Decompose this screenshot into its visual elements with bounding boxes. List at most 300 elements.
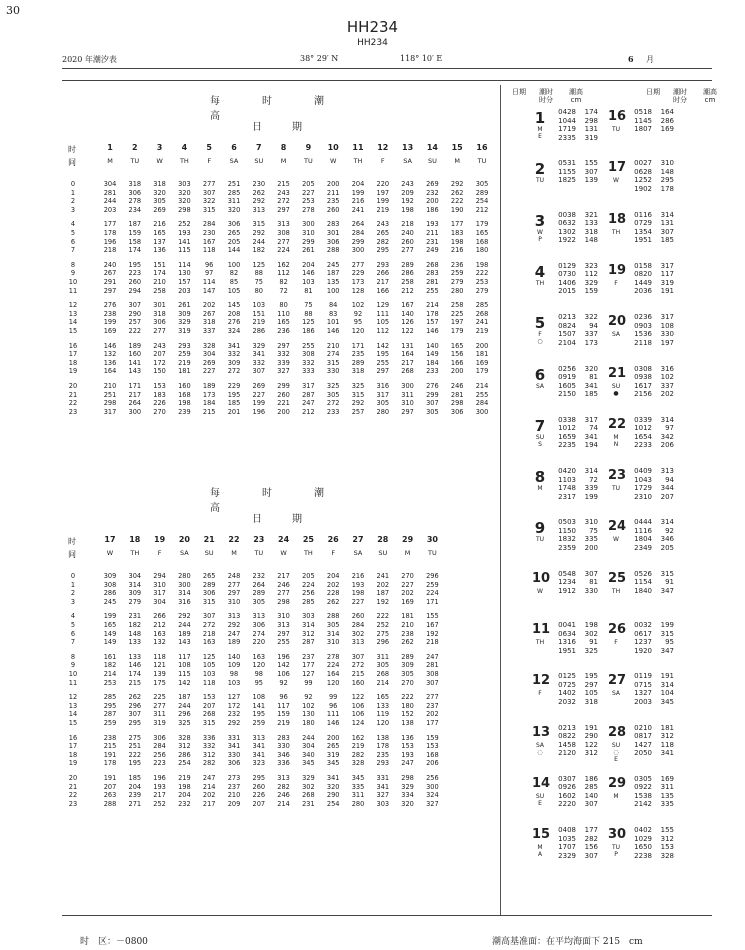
tide-time: 1729: [634, 484, 652, 493]
tide-height: 313: [227, 612, 241, 621]
tide-height: 281: [426, 278, 439, 286]
tide-height: 315: [351, 390, 365, 399]
month-number: 6: [628, 54, 634, 64]
tide-height: 111: [326, 710, 340, 719]
tide-height: 292: [252, 229, 266, 237]
tide-height: 96: [204, 260, 214, 269]
tide-height: 318: [584, 227, 598, 236]
tide-height: 210: [227, 791, 241, 800]
station-subtitle: HH234: [357, 38, 388, 48]
tide-time: 1825: [558, 176, 576, 185]
tide-height: 287: [302, 638, 315, 647]
hour-index: 17: [68, 742, 78, 751]
tide-height: 141: [178, 237, 191, 246]
tide-height: 264: [128, 399, 142, 408]
weekday: M: [231, 549, 237, 557]
tide-height: 169: [401, 597, 414, 606]
weekday: SU: [611, 382, 621, 390]
tide-height: 313: [277, 774, 290, 782]
tide-height: 226: [252, 791, 266, 800]
tide-height: 237: [426, 701, 439, 710]
day-number: 27: [352, 535, 364, 544]
hour-index: 19: [68, 759, 78, 768]
tide-height: 311: [351, 791, 365, 800]
weekday: TU: [611, 844, 621, 852]
tide-height: 202: [202, 791, 216, 800]
tide-time: 0824: [558, 321, 576, 330]
tide-height: 92: [304, 693, 313, 702]
tide-time: 1449: [634, 278, 652, 287]
tide-time: 1327: [634, 689, 652, 698]
tide-time: 1650: [634, 843, 652, 852]
tide-height: 258: [401, 278, 414, 286]
tide-height: 117: [660, 270, 674, 279]
tide-height: 330: [227, 750, 241, 759]
tide-height: 195: [227, 390, 241, 399]
tide-height: 232: [252, 572, 266, 580]
section-title: 每时潮高: [210, 96, 366, 122]
tide-height: 141: [252, 701, 266, 710]
tide-height: 300: [401, 382, 414, 390]
tide-height: 272: [351, 661, 365, 670]
tide-height: 161: [103, 652, 117, 661]
tide-time: 2150: [558, 390, 576, 398]
day-number: 19: [154, 535, 166, 544]
tide-height: 129: [376, 301, 390, 310]
day-number: 20: [178, 535, 190, 544]
tide-height: 270: [401, 572, 414, 580]
tide-time: 1154: [634, 578, 652, 587]
tide-height: 74: [589, 424, 598, 433]
day-number: 9: [305, 143, 312, 152]
tide-height: 258: [153, 286, 166, 295]
tide-height: 121: [153, 661, 166, 670]
tide-height: 177: [426, 719, 439, 727]
tide-height: 168: [475, 237, 489, 246]
tide-height: 204: [302, 260, 315, 269]
tide-height: 262: [252, 188, 266, 197]
tide-height: 114: [178, 260, 191, 269]
weekday: F: [207, 157, 212, 165]
tide-height: 282: [584, 834, 598, 843]
tide-time: 1150: [558, 526, 576, 535]
tide-height: 306: [252, 621, 266, 629]
tide-height: 278: [326, 652, 340, 661]
tide-height: 88: [304, 309, 313, 318]
hour-index: 17: [68, 350, 78, 359]
hour-index: 23: [68, 799, 78, 808]
tide-height: 341: [252, 350, 266, 359]
tide-height: 195: [128, 759, 142, 768]
tide-height: 156: [584, 843, 598, 852]
tide-height: 274: [326, 350, 340, 359]
tide-height: 310: [302, 229, 315, 237]
tide-height: 195: [584, 672, 598, 681]
tide-height: 317: [660, 261, 674, 270]
tide-height: 345: [351, 774, 365, 782]
tide-height: 146: [302, 269, 315, 278]
tide-time: 2142: [634, 800, 652, 809]
tide-height: 177: [103, 220, 117, 229]
hour-index: 4: [70, 220, 76, 229]
tide-height: 222: [128, 750, 142, 759]
tide-height: 315: [202, 719, 216, 727]
tide-height: 84: [328, 301, 338, 310]
tide-time: 0548: [558, 569, 576, 578]
tide-height: 141: [128, 358, 142, 367]
tide-height: 320: [584, 364, 598, 373]
tide-height: 178: [426, 309, 439, 318]
weekday: SA: [353, 549, 363, 557]
tide-height: 339: [277, 358, 290, 367]
tide-height: 251: [227, 180, 241, 188]
day-number: 1: [534, 109, 546, 127]
tide-height: 254: [178, 759, 191, 768]
day-number: 17: [104, 535, 116, 544]
tide-height: 282: [351, 750, 365, 759]
weekday: M: [107, 157, 113, 165]
tide-time: 0308: [634, 364, 652, 373]
tide-height: 332: [227, 350, 241, 359]
date-header: 日期: [646, 88, 660, 96]
day-number: 20: [608, 314, 627, 330]
tide-height: 222: [475, 269, 489, 278]
weekday: SU: [378, 549, 388, 557]
hour-index: 6: [70, 237, 76, 246]
tide-height: 96: [328, 701, 338, 710]
tide-height: 262: [128, 693, 142, 702]
hour-index: 22: [68, 791, 78, 800]
tide-height: 279: [128, 597, 142, 606]
tide-height: 200: [475, 341, 489, 350]
tide-time: 0129: [558, 261, 576, 270]
tide-height: 255: [376, 358, 390, 367]
tide-height: 293: [376, 260, 390, 269]
tide-height: 203: [103, 205, 117, 214]
hour-index: 12: [68, 693, 78, 702]
tide-time: 1920: [634, 646, 652, 655]
tide-height: 179: [450, 327, 464, 335]
tide-height: 280: [450, 286, 464, 295]
weekday: F: [538, 690, 542, 698]
tide-height: 255: [426, 286, 439, 295]
day-number: 11: [352, 143, 364, 152]
tide-height: 300: [351, 246, 365, 255]
weekday: M: [454, 157, 460, 165]
day-number: 18: [608, 211, 627, 227]
tide-height: 217: [202, 799, 216, 808]
tide-height: 220: [376, 180, 390, 188]
weekday: TH: [130, 549, 140, 557]
weekday: P: [614, 851, 618, 859]
tide-height: 130: [302, 710, 315, 719]
tide-height: 315: [252, 220, 266, 229]
tide-height: 307: [584, 167, 598, 176]
hour-index: 18: [68, 358, 78, 367]
tide-height: 300: [475, 407, 489, 416]
tide-height: 330: [277, 742, 290, 751]
tide-height: 162: [351, 733, 365, 742]
tide-height: 125: [252, 260, 266, 269]
tide-height: 198: [178, 782, 191, 791]
tide-height: 180: [302, 719, 315, 727]
tide-height: 169: [660, 774, 674, 783]
tide-height: 182: [103, 661, 117, 670]
weekday: A: [537, 851, 543, 859]
tide-height: 225: [450, 309, 464, 318]
tide-height: 322: [202, 197, 216, 206]
day-number: 25: [608, 570, 627, 586]
tide-height: 75: [589, 526, 598, 535]
tide-time: 1406: [558, 278, 576, 287]
tide-height: 220: [252, 638, 266, 647]
tide-height: 310: [660, 159, 674, 168]
tide-height: 317: [153, 589, 166, 598]
hour-index: 22: [68, 399, 78, 408]
tide-height: 214: [202, 782, 216, 791]
tide-height: 306: [153, 733, 166, 742]
day-number: 24: [278, 535, 290, 544]
tide-height: 149: [103, 638, 117, 647]
station-title: HH234: [346, 18, 399, 36]
weekday: TH: [179, 157, 189, 165]
weekday: SU: [427, 157, 437, 165]
tide-height: 267: [202, 309, 216, 318]
tide-height: 216: [351, 572, 365, 580]
tide-height: 200: [326, 180, 340, 188]
tide-height: 112: [584, 270, 598, 279]
day-number: 18: [129, 535, 141, 544]
tide-height: 139: [153, 670, 166, 678]
tide-height: 305: [426, 407, 439, 416]
tide-height: 296: [376, 638, 390, 647]
tide-height: 292: [227, 719, 241, 727]
hour-index: 9: [70, 661, 76, 670]
day-number: 23: [608, 468, 627, 484]
tide-height: 256: [153, 750, 166, 759]
tide-height: 104: [660, 689, 674, 698]
tide-height: 148: [128, 629, 142, 638]
tide-height: 268: [426, 260, 439, 269]
day-number: 12: [532, 673, 551, 689]
day-number: 5: [534, 314, 546, 333]
tide-height: 191: [103, 750, 117, 759]
tide-time: 1354: [634, 227, 652, 236]
weekday: SA: [535, 741, 545, 749]
tide-height: 329: [584, 278, 598, 287]
tide-height: 282: [376, 237, 390, 246]
tide-height: 136: [103, 358, 117, 367]
tide-height: 314: [326, 629, 340, 638]
tide-height: 224: [426, 589, 439, 598]
day-number: 28: [377, 535, 389, 544]
tide-height: 193: [178, 229, 191, 237]
tide-height: 305: [475, 180, 489, 188]
tide-height: 246: [277, 791, 290, 800]
tide-height: 253: [302, 197, 315, 206]
tide-time: 0420: [558, 467, 576, 476]
tide-height: 325: [351, 382, 365, 390]
tide-height: 287: [302, 390, 315, 399]
tide-height: 245: [103, 597, 117, 606]
tide-height: 133: [376, 701, 390, 710]
tide-height: 290: [584, 732, 598, 741]
day-number: 29: [402, 535, 414, 544]
hour-index: 1: [70, 580, 76, 589]
tide-height: 264: [252, 580, 266, 589]
tide-time: 0339: [634, 415, 652, 424]
tide-height: 273: [227, 774, 241, 782]
tide-height: 325: [326, 382, 340, 390]
tide-height: 202: [660, 390, 674, 398]
tide-height: 315: [660, 629, 674, 638]
tide-height: 292: [252, 197, 266, 206]
tide-height: 304: [202, 350, 216, 359]
weekday: SU: [535, 433, 545, 441]
tide-height: 185: [584, 390, 598, 398]
tide-height: 178: [376, 742, 390, 751]
tide-height: 324: [227, 327, 241, 335]
tide-height: 299: [277, 382, 290, 390]
tide-height: 288: [326, 612, 340, 621]
tide-height: 276: [426, 382, 439, 390]
tide-height: 186: [426, 205, 439, 214]
tide-height: 101: [326, 318, 340, 327]
tide-height: 133: [128, 638, 142, 647]
tide-height: 283: [277, 733, 290, 742]
tide-height: 163: [252, 652, 266, 661]
tide-height: 125: [302, 318, 315, 327]
day-number: 21: [203, 535, 215, 544]
tide-height: 298: [178, 205, 191, 214]
tide-time: 1659: [558, 432, 576, 441]
tide-time: 1840: [634, 586, 652, 595]
tide-height: 169: [103, 327, 117, 335]
tide-height: 184: [426, 358, 439, 367]
tide-height: 202: [326, 580, 340, 589]
tide-height: 112: [376, 327, 390, 335]
tide-height: 308: [426, 670, 439, 678]
tide-height: 303: [302, 612, 315, 621]
tide-height: 211: [326, 188, 340, 197]
tide-height: 155: [426, 612, 439, 621]
tide-height: 320: [326, 782, 340, 791]
tide-height: 172: [153, 358, 166, 367]
tide-height: 315: [202, 597, 216, 606]
tide-time: 1912: [558, 586, 576, 595]
tide-height: 281: [450, 390, 464, 399]
tide-height: 287: [103, 710, 117, 719]
day-number: 8: [534, 468, 546, 487]
tide-height: 135: [326, 278, 340, 286]
tide-height: 248: [227, 572, 241, 580]
tide-height: 322: [584, 313, 598, 322]
tide-height: 292: [351, 399, 365, 408]
tide-height: 311: [660, 783, 674, 792]
tide-time: 1116: [634, 526, 652, 535]
date-header: 日期: [512, 88, 526, 96]
tide-height: 306: [202, 589, 216, 598]
tide-time: 0531: [558, 159, 576, 168]
tide-height: 216: [351, 197, 365, 206]
tide-height: 277: [153, 701, 166, 710]
tide-time: 1043: [634, 475, 652, 484]
tide-height: 199: [103, 612, 117, 621]
jian-label: 间: [68, 550, 76, 559]
weekday: W: [613, 177, 619, 185]
tide-height: 246: [277, 580, 290, 589]
tide-height: 202: [202, 301, 216, 310]
tide-height: 218: [103, 246, 117, 255]
tide-height: 133: [128, 652, 142, 661]
tide-height: 148: [584, 236, 598, 245]
day-number: 14: [426, 143, 438, 152]
tide-time: 2003: [634, 697, 652, 706]
tide-height: 100: [227, 260, 241, 269]
tide-height: 223: [153, 759, 166, 768]
tide-height: 341: [584, 432, 598, 441]
hour-index: 15: [68, 327, 78, 335]
tide-height: 275: [128, 733, 142, 742]
tide-height: 227: [401, 580, 414, 589]
tide-height: 279: [450, 278, 464, 286]
tide-height: 168: [178, 390, 191, 399]
tide-height: 262: [401, 638, 414, 647]
tide-height: 137: [153, 237, 166, 246]
tide-height: 181: [660, 723, 674, 732]
tide-height: 83: [328, 309, 338, 318]
tide-height: 300: [426, 782, 439, 791]
tide-height: 337: [584, 330, 598, 339]
day-number: 21: [608, 365, 627, 381]
tide-height: 260: [351, 612, 365, 621]
tide-height: 310: [401, 399, 414, 408]
tide-height: 300: [128, 407, 142, 416]
tide-time: 0617: [634, 629, 652, 638]
tide-height: 312: [660, 732, 674, 741]
tide-height: 191: [660, 672, 674, 681]
hour-index: 8: [70, 652, 76, 661]
weekday: F: [538, 331, 542, 339]
tide-height: 207: [103, 782, 117, 791]
tide-height: 228: [326, 589, 340, 598]
tide-height: 257: [128, 318, 142, 327]
tide-time: 2310: [634, 492, 652, 501]
tide-height: 341: [252, 750, 266, 759]
tide-height: 310: [277, 612, 290, 621]
weekday: M: [537, 126, 543, 133]
tide-height: 319: [153, 719, 166, 727]
tide-height: 216: [153, 220, 166, 229]
tide-height: 285: [227, 188, 241, 197]
day-number: 7: [256, 143, 262, 152]
time-sub-header: 时分: [673, 96, 687, 104]
tide-height: 222: [128, 327, 142, 335]
tide-height: 346: [277, 750, 290, 759]
tide-height: 341: [252, 742, 266, 751]
day-number: 13: [532, 724, 551, 740]
tide-height: 307: [202, 612, 216, 621]
tide-height: 97: [204, 269, 214, 278]
tide-height: 143: [178, 638, 191, 647]
tide-time: 2120: [558, 749, 576, 758]
tide-time: 0027: [634, 159, 652, 168]
tide-height: 289: [351, 358, 365, 367]
tide-time: 0402: [634, 826, 652, 835]
tide-height: 289: [252, 589, 266, 598]
tide-height: 205: [227, 237, 241, 246]
tide-height: 308: [302, 350, 315, 359]
